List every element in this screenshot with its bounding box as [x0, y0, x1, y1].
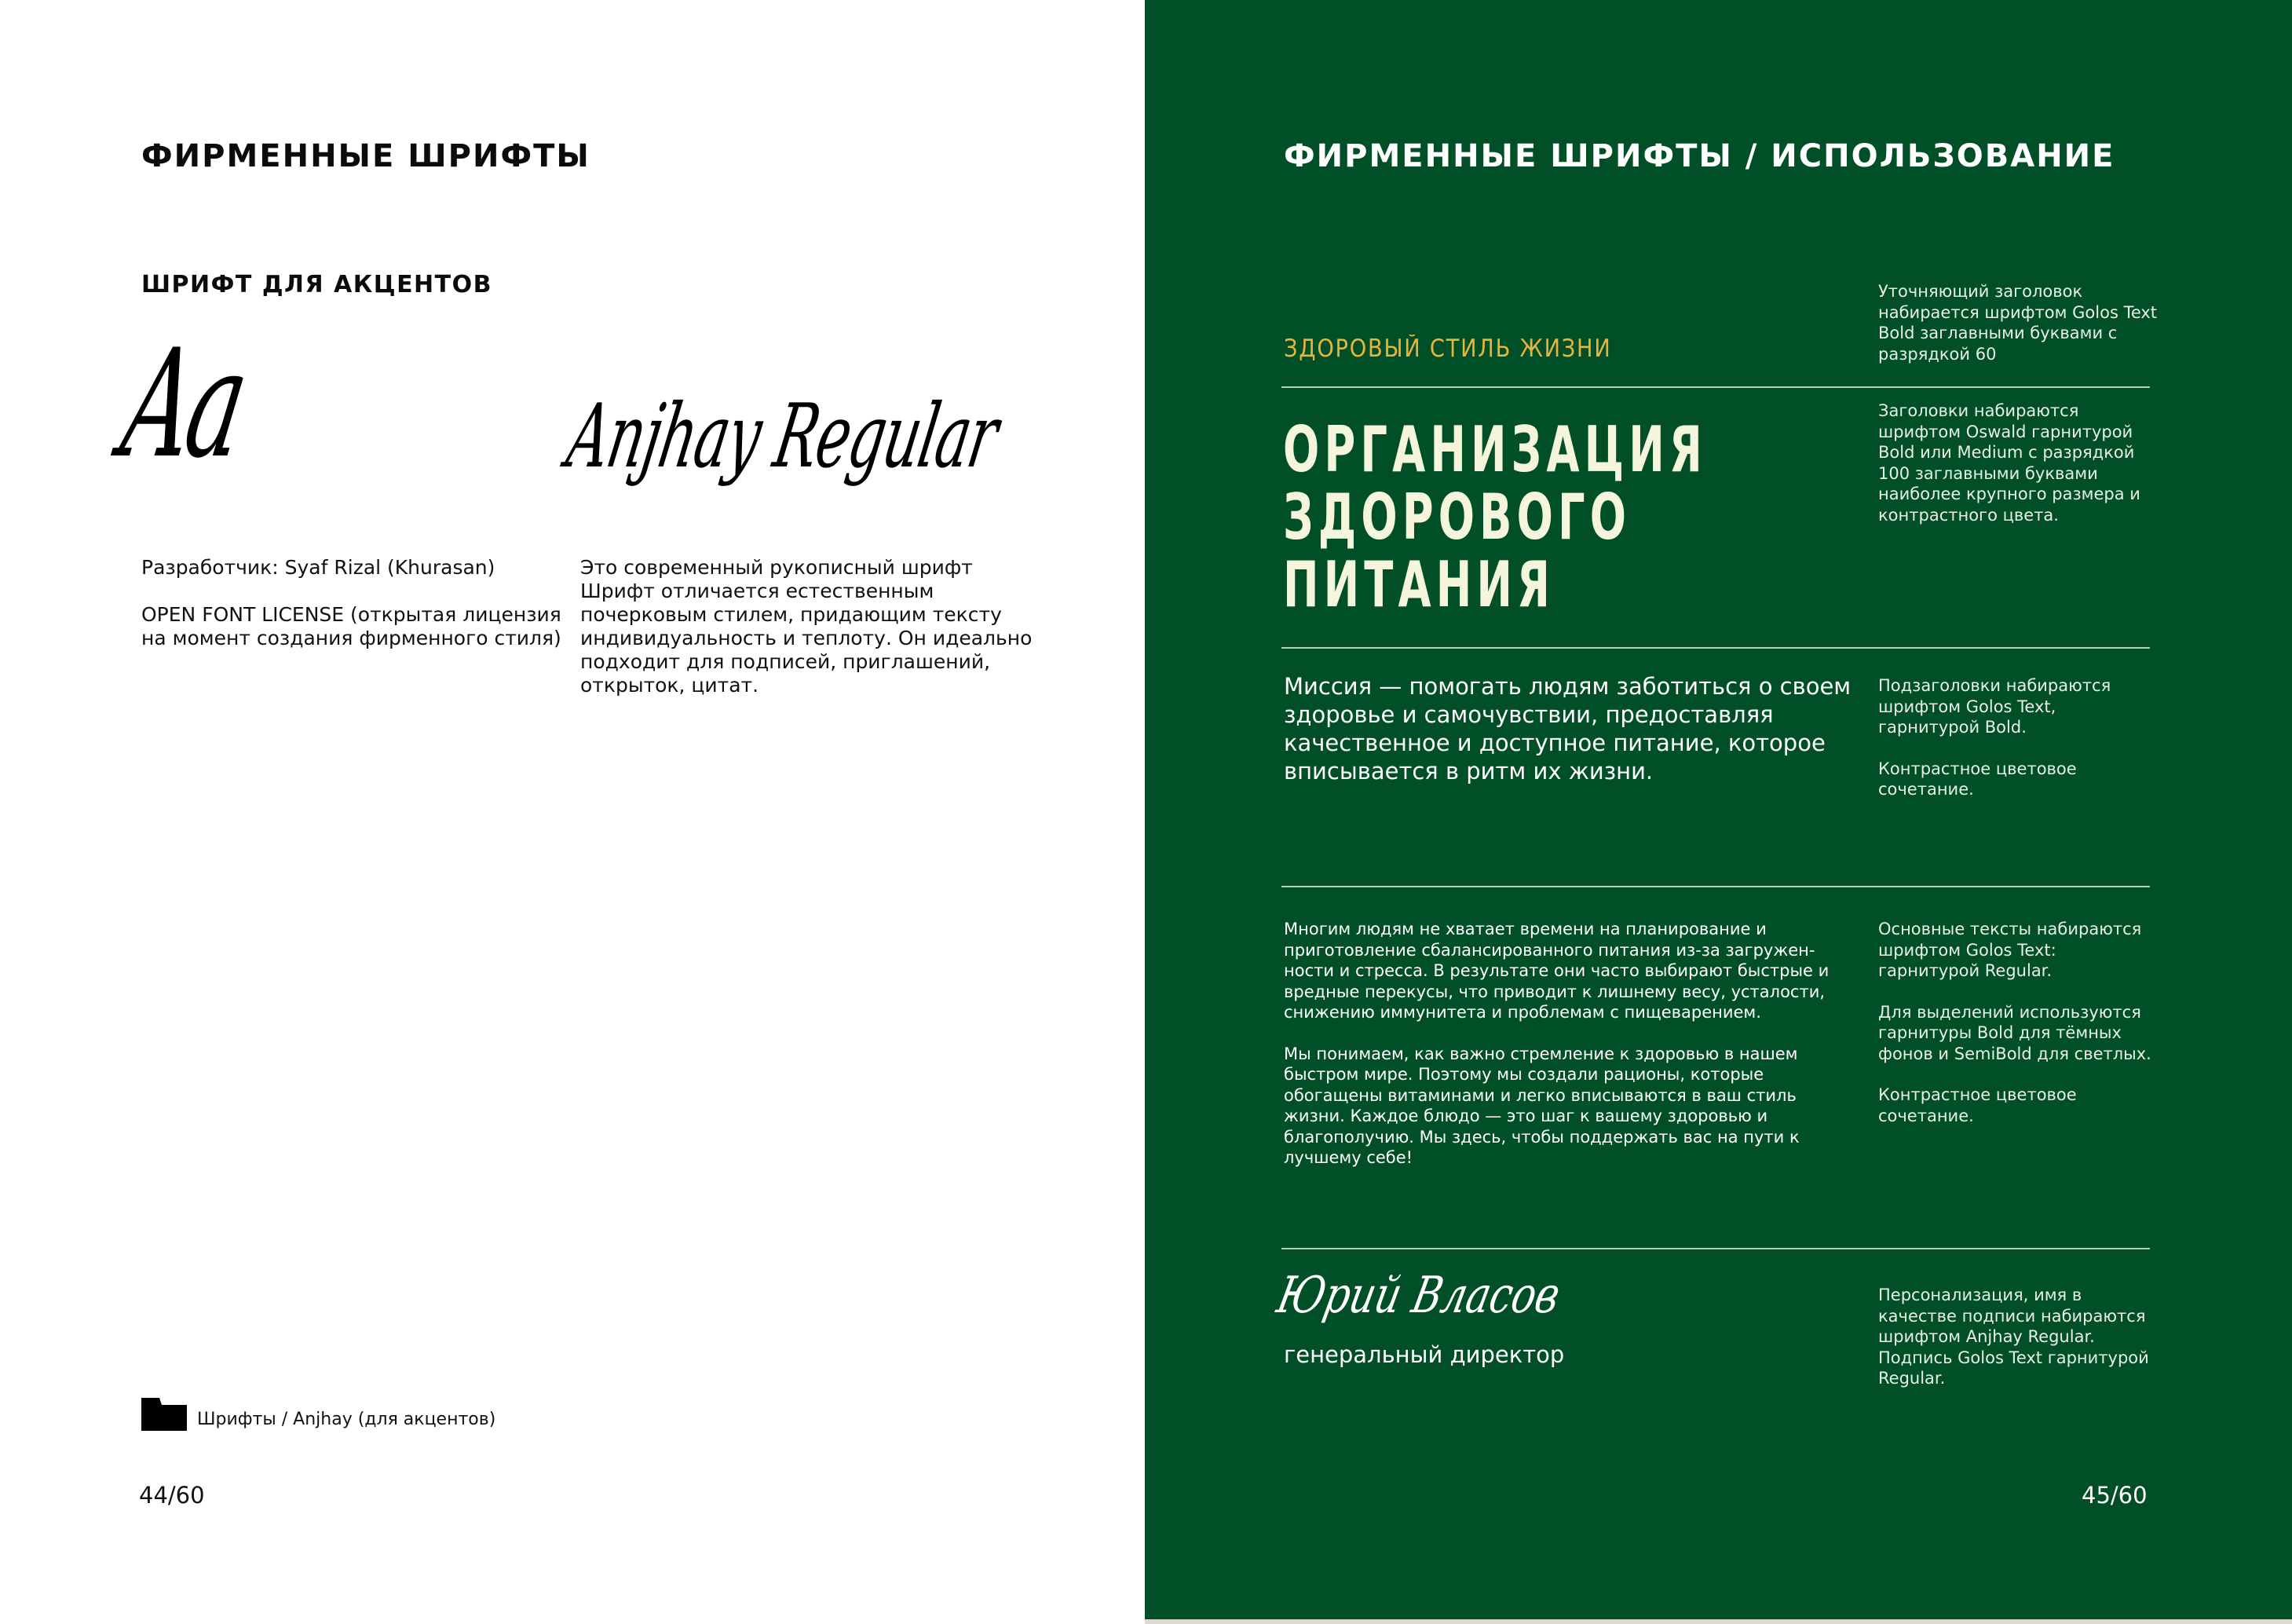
headline-note: Заголовки набираются шрифтом Oswald гарнитурой Bold или Medium с разрядкой 100 заглавными буквами наиболее крупного размера и контрастного цвета.	[1878, 401, 2140, 525]
page-title-usage: ФИРМЕННЫЕ ШРИФТЫ / ИСПОЛЬЗОВАНИЕ	[1284, 138, 2115, 174]
font-info-column	[141, 556, 565, 674]
kicker-heading: ЗДОРОВЫЙ СТИЛЬ ЖИЗНИ	[1284, 335, 1612, 363]
folder-icon	[141, 1398, 187, 1431]
font-specimen-glyphs: Aa	[111, 317, 257, 491]
headline-line: ЗДОРОВОГО	[1283, 481, 1632, 554]
page-number: 44/60	[139, 1482, 205, 1509]
font-license: OPEN FONT LICENSE (открытая лицензия на момент создания фирменного стиля)	[141, 603, 561, 649]
left-page	[0, 0, 1145, 1624]
kicker-note: Уточняющий заголовок набирается шрифтом Golos Text Bold заглавными буквами с разрядкой 60	[1878, 282, 2158, 364]
signature-note: Персонализация, имя в качестве подписи набираются шрифтом Anjhay Regular. Подпись Golos Text гарнитурой Regular.	[1878, 1286, 2149, 1388]
headline-line: ОРГАНИЗАЦИЯ	[1283, 413, 1707, 486]
font-developer: Разработчик: Syaf Rizal (Khurasan)	[141, 556, 495, 579]
signature-title: генеральный директор	[1284, 1341, 1565, 1368]
mission-statement: Миссия — помогать людям заботиться о своем здоровье и самочувствии, предоставляя качественное и доступное питание, которое вписывается в ритм их жизни.	[1284, 673, 1852, 785]
page-title: ФИРМЕННЫЕ ШРИФТЫ	[141, 138, 590, 174]
body-paragraph: Многим людям не хватает времени на планирование и приготовление сбалансированного питания из-за загружен-ности и стресса. В результате они часто выбирают быстрые и вредные перекусы, что приводит к лишнему весу, усталости, снижению иммунитета и проблемам с пищеварением.	[1284, 920, 1830, 1022]
page-number: 45/60	[2082, 1482, 2148, 1509]
font-specimen-name: Anjhay Regular	[560, 386, 1005, 488]
divider	[1281, 647, 2150, 649]
page-edge-strip	[1145, 1619, 2292, 1624]
divider	[1281, 886, 2150, 887]
subheading-note: Подзаголовки набираются шрифтом Golos Text, гарнитурой Bold. Контрастное цветовое сочетание.	[1878, 676, 2111, 799]
font-description: Это современный рукописный шрифт Шрифт отличается естественным почерковым стилем, придающим тексту индивидуальность и теплоту. Он идеально подходит для подписей, приглашений, открыток, цитат.	[580, 556, 1033, 697]
main-headline	[1283, 413, 1707, 621]
section-subtitle: ШРИФТ ДЛЯ АКЦЕНТОВ	[141, 271, 492, 298]
body-text	[1284, 919, 1849, 1189]
signature: Юрий Власов	[1272, 1267, 1566, 1325]
body-paragraph: Мы понимаем, как важно стремление к здоровью в нашем быстром мире. Поэтому мы создали рационы, которые обогащены витаминами и легко вписываются в ваш стиль жизни. Каждое блюдо — это шаг к вашему здоровью и благополучию. Мы здесь, чтобы поддержать вас на пути к лучшему себе!	[1284, 1044, 1800, 1167]
divider	[1281, 1248, 2150, 1249]
folder-path-label: Шрифты / Anjhay (для акцентов)	[197, 1410, 496, 1429]
divider	[1281, 386, 2150, 388]
body-note: Основные тексты набираются шрифтом Golos Text: гарнитурой Regular. Для выделений используются гарнитуры Bold для тёмных фонов и SemiBold для светлых. Контрастное цветовое сочетание.	[1878, 920, 2151, 1125]
headline-line: ПИТАНИЯ	[1283, 548, 1555, 621]
